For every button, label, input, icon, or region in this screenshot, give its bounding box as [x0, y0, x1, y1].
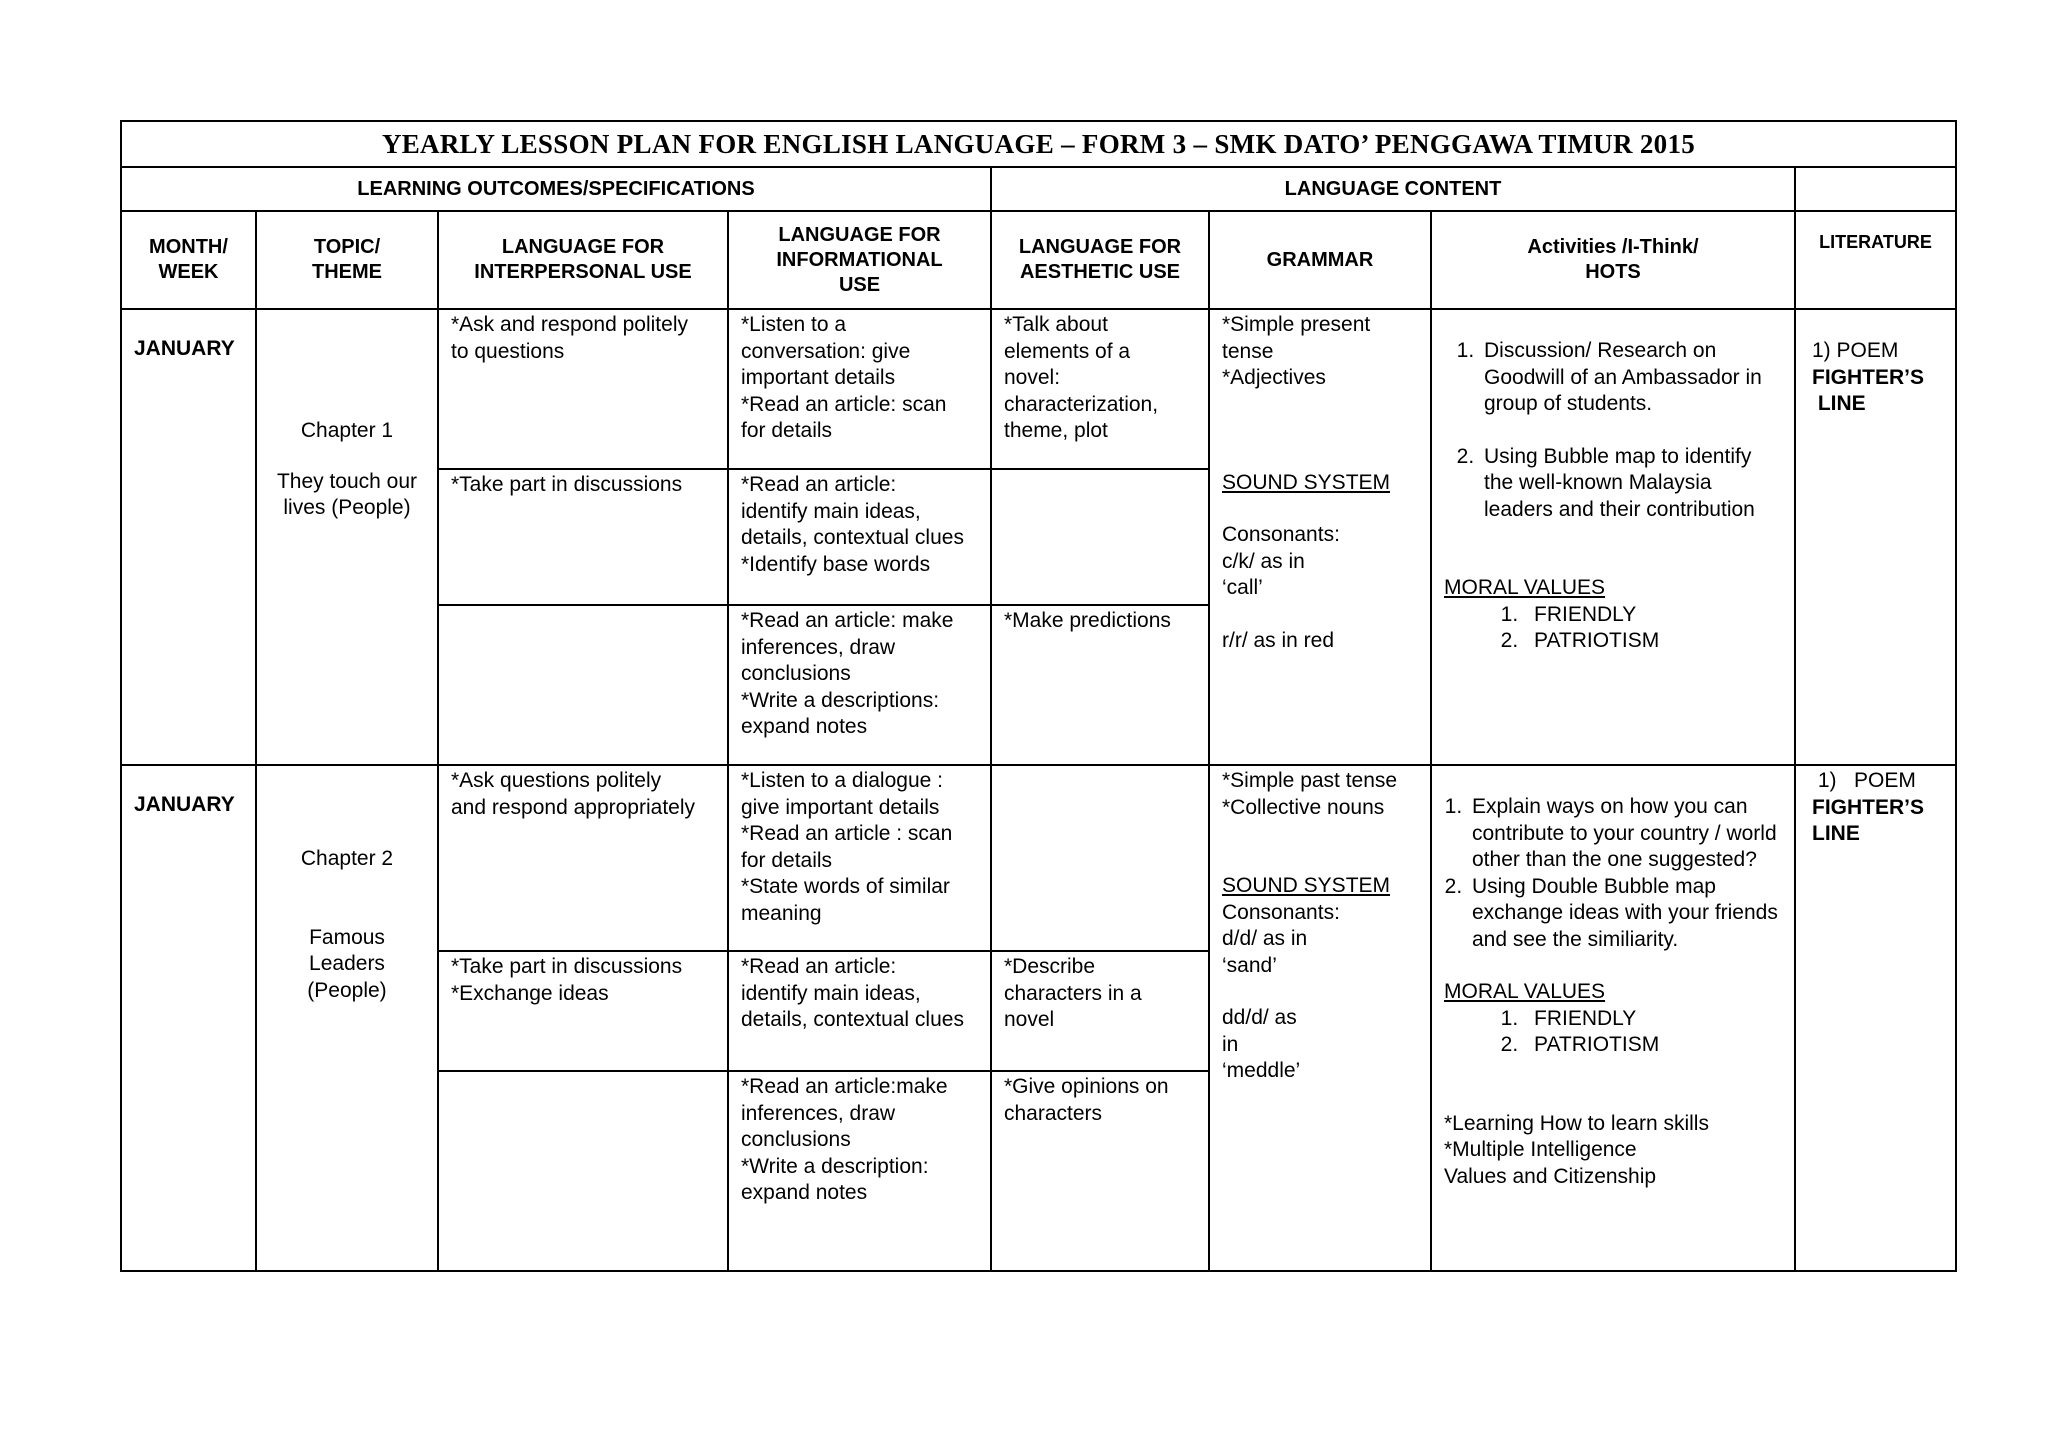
activity-item: 2. Using Double Bubble map exchange ideas with your friends and see the similiarity. — [1468, 874, 1782, 954]
unit-2-literature: 1) POEM FIGHTER’S LINE — [1795, 765, 1956, 1271]
sound-system-heading: SOUND SYSTEM — [1222, 874, 1391, 897]
header-activities: Activities /I-Think/ HOTS — [1431, 211, 1795, 309]
moral-values-list — [1444, 602, 1782, 655]
unit-2-topic — [256, 765, 438, 1271]
lesson-plan-table — [120, 120, 1957, 1272]
moral-value-item: 1. FRIENDLY — [1524, 602, 1782, 629]
unit-2-informational-2: *Read an article: identify main ideas, details, contextual clues — [728, 951, 991, 1071]
sound-system-heading: SOUND SYSTEM — [1222, 470, 1391, 494]
activities-list — [1444, 794, 1782, 953]
moral-value-item: 2. PATRIOTISM — [1524, 1032, 1782, 1059]
skills-line: *Learning How to learn skills — [1444, 1111, 1709, 1135]
unit-2-informational-3: *Read an article:make inferences, draw conclusions *Write a description: expand notes — [728, 1071, 991, 1271]
unit-1-informational-3: *Read an article: make inferences, draw conclusions *Write a descriptions: expand notes — [728, 605, 991, 765]
unit-2-aesthetic-1 — [991, 765, 1209, 951]
unit-1-aesthetic-3: *Make predictions — [991, 605, 1209, 765]
activity-item: 1. Explain ways on how you can contribute to your country / world other than the one suggested? — [1468, 794, 1782, 874]
header-informational: LANGUAGE FOR INFORMATIONAL USE — [728, 211, 991, 309]
section-empty — [1795, 167, 1956, 211]
unit-2-theme-line: Famous — [309, 925, 385, 949]
section-language-content: LANGUAGE CONTENT — [991, 167, 1795, 211]
moral-values-heading: MORAL VALUES — [1444, 980, 1606, 1003]
header-month-week: MONTH/ WEEK — [121, 211, 256, 309]
unit-2-month: JANUARY — [121, 765, 256, 1271]
unit-1-theme-line: lives (People) — [283, 496, 411, 519]
activity-item: 2. Using Bubble map to identify the well-known Malaysia leaders and their contribution — [1480, 444, 1782, 524]
page-title: YEARLY LESSON PLAN FOR ENGLISH LANGUAGE – FORM 3 – SMK DATO’ PENGGAWA TIMUR 2015 — [121, 121, 1956, 167]
unit-1-topic — [256, 309, 438, 765]
title-row — [121, 121, 1956, 167]
unit-2-row-1 — [121, 765, 1956, 951]
unit-1-chapter: Chapter 1 — [300, 419, 394, 442]
unit-2-theme-line: Leaders — [309, 952, 385, 975]
unit-2-grammar: *Simple past tense *Collective nouns SOUND SYSTEM Consonants: d/d/ as in ‘sand’ dd/d/ as in ‘meddle’ — [1209, 765, 1431, 1271]
skills-line: Values and Citizenship — [1444, 1164, 1657, 1188]
header-topic-theme: TOPIC/ THEME — [256, 211, 438, 309]
unit-1-grammar: *Simple present tense *Adjectives SOUND SYSTEM Consonants: c/k/ as in ‘call’ r/r/ as in red — [1209, 309, 1431, 765]
unit-2-interpersonal-1: *Ask questions politely and respond appropriately — [438, 765, 728, 951]
moral-value-item: 2. PATRIOTISM — [1524, 628, 1782, 655]
activity-item: 1. Discussion/ Research on Goodwill of an Ambassador in group of students. — [1480, 338, 1782, 418]
unit-1-interpersonal-1: *Ask and respond politely to questions — [438, 309, 728, 469]
unit-2-chapter: Chapter 2 — [300, 847, 394, 870]
moral-value-item: 1. FRIENDLY — [1524, 1006, 1782, 1033]
header-aesthetic: LANGUAGE FOR AESTHETIC USE — [991, 211, 1209, 309]
unit-1-month: JANUARY — [121, 309, 256, 765]
unit-2-theme-line: (People) — [307, 978, 387, 1002]
skills-line: *Multiple Intelligence — [1444, 1138, 1637, 1161]
header-literature: LITERATURE — [1795, 211, 1956, 309]
header-interpersonal: LANGUAGE FOR INTERPERSONAL USE — [438, 211, 728, 309]
header-grammar: GRAMMAR — [1209, 211, 1431, 309]
unit-1-row-1 — [121, 309, 1956, 469]
unit-2-activities — [1431, 765, 1795, 1271]
section-learning-outcomes: LEARNING OUTCOMES/SPECIFICATIONS — [121, 167, 991, 211]
moral-values-heading: MORAL VALUES — [1444, 576, 1606, 599]
unit-2-interpersonal-2: *Take part in discussions *Exchange ideas — [438, 951, 728, 1071]
unit-2-informational-1: *Listen to a dialogue : give important details *Read an article : scan for details *State words of similar meaning — [728, 765, 991, 951]
activities-list — [1444, 338, 1782, 523]
unit-1-aesthetic-2 — [991, 469, 1209, 605]
moral-values-list — [1444, 1006, 1782, 1059]
section-row — [121, 167, 1956, 211]
unit-2-interpersonal-3 — [438, 1071, 728, 1271]
unit-1-interpersonal-2: *Take part in discussions — [438, 469, 728, 605]
unit-1-interpersonal-3 — [438, 605, 728, 765]
unit-2-aesthetic-2: *Describe characters in a novel — [991, 951, 1209, 1071]
column-header-row — [121, 211, 1956, 309]
unit-2-aesthetic-3: *Give opinions on characters — [991, 1071, 1209, 1271]
unit-1-informational-1: *Listen to a conversation: give important details *Read an article: scan for details — [728, 309, 991, 469]
unit-1-informational-2: *Read an article: identify main ideas, details, contextual clues *Identify base words — [728, 469, 991, 605]
unit-1-theme-line: They touch our — [276, 469, 418, 493]
unit-1-aesthetic-1: *Talk about elements of a novel: characterization, theme, plot — [991, 309, 1209, 469]
unit-1-literature: 1) POEM FIGHTER’S LINE — [1795, 309, 1956, 765]
unit-1-activities — [1431, 309, 1795, 765]
